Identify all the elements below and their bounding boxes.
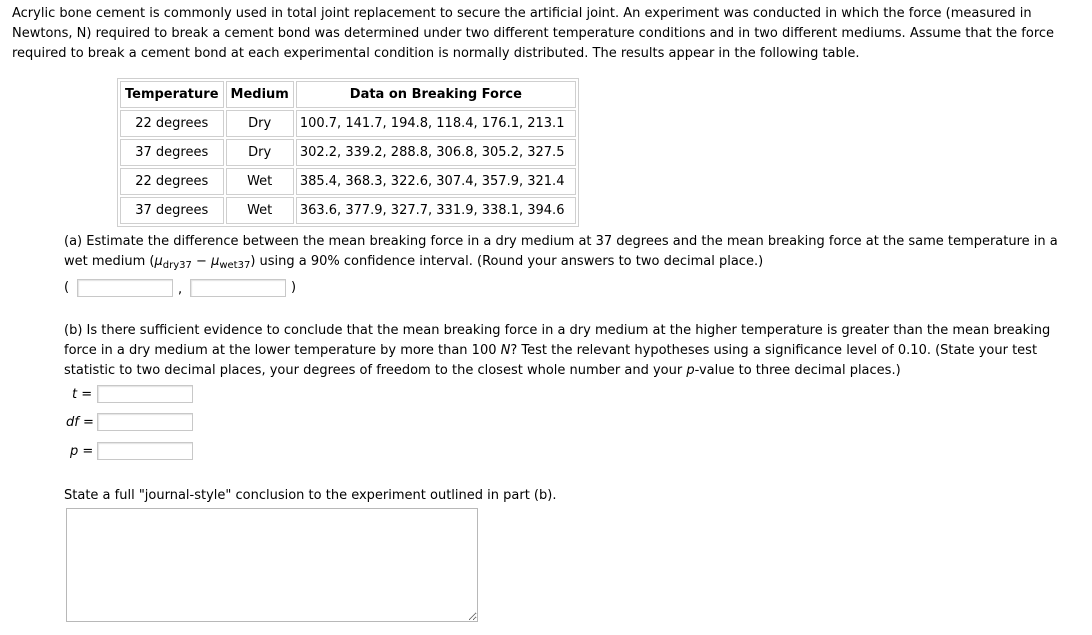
- ci-lower-input[interactable]: [77, 279, 173, 297]
- cell-data: 302.2, 339.2, 288.8, 306.8, 305.2, 327.5: [296, 139, 576, 166]
- ci-upper-input[interactable]: [190, 279, 286, 297]
- cell-data: 385.4, 368.3, 322.6, 307.4, 357.9, 321.4: [296, 168, 576, 195]
- conclusion-textarea[interactable]: [66, 508, 478, 622]
- t-eq: =: [77, 387, 93, 402]
- table-header-row: [120, 81, 576, 108]
- p-eq: =: [78, 444, 94, 459]
- mu-wet37-subscript: wet37: [219, 260, 251, 271]
- df-eq: =: [78, 415, 94, 430]
- part-c-prompt: State a full "journal-style" conclusion to the experiment outlined in part (b).: [64, 488, 557, 503]
- table-row: [120, 168, 576, 195]
- p-word: p: [686, 363, 695, 378]
- df-label-group: [66, 415, 94, 430]
- mu-symbol: μ: [154, 254, 163, 269]
- cell-medium: Dry: [226, 139, 294, 166]
- header-medium: Medium: [226, 81, 294, 108]
- p-label-group: [70, 444, 93, 459]
- unit-n: N: [500, 343, 511, 358]
- p-label: p: [70, 444, 79, 459]
- cell-temperature: 37 degrees: [120, 139, 224, 166]
- part-b-question: [64, 321, 1074, 381]
- cell-medium: Dry: [226, 110, 294, 137]
- cell-temperature: 22 degrees: [120, 110, 224, 137]
- cell-temperature: 22 degrees: [120, 168, 224, 195]
- table-row: [120, 139, 576, 166]
- cell-temperature: 37 degrees: [120, 197, 224, 224]
- part-b-text-1: (b) Is there sufficient evidence to conclude that the mean breaking force in a dry medium at the higher temperature is greater than the mean breaking force in a dry medium at the lower temperature by more than 100: [64, 323, 1051, 358]
- problem-intro: Acrylic bone cement is commonly used in total joint replacement to secure the artificial joint. An experiment was conducted in which the force (measured in Newtons, N) required to break a cement bond was determined under two different temperature conditions and in two different mediums. Assume that the force required to break a cement bond at each experimental condition is normally distributed. The results appear in the following table.: [12, 6, 1055, 61]
- part-a-text-after: ) using a 90% confidence interval. (Round your answers to two decimal place.): [250, 254, 764, 269]
- open-paren: (: [64, 280, 70, 295]
- df-input[interactable]: [97, 413, 193, 431]
- part-b-text-2: ? Test the relevant hypotheses using a significance level of 0.10. (State your test statistic to two decimal places, your degrees of freedom to the closest whole number and your: [64, 343, 1038, 378]
- df-label: df: [66, 415, 79, 430]
- cell-data: 100.7, 141.7, 194.8, 118.4, 176.1, 213.1: [296, 110, 576, 137]
- part-b-text-3: -value to three decimal places.): [694, 363, 901, 378]
- mu-symbol: μ: [211, 254, 220, 269]
- part-a-question: [64, 232, 1074, 273]
- cell-data: 363.6, 377.9, 327.7, 331.9, 338.1, 394.6: [296, 197, 576, 224]
- table-row: [120, 197, 576, 224]
- table-row: [120, 110, 576, 137]
- header-temperature: Temperature: [120, 81, 224, 108]
- t-label-group: [72, 387, 92, 402]
- p-value-input[interactable]: [97, 442, 193, 460]
- minus-sign: −: [191, 254, 212, 269]
- cell-medium: Wet: [226, 197, 294, 224]
- cell-medium: Wet: [226, 168, 294, 195]
- t-statistic-input[interactable]: [97, 385, 193, 403]
- t-label: t: [72, 387, 78, 402]
- mu-dry37-subscript: dry37: [162, 260, 192, 271]
- comma: ,: [178, 282, 183, 297]
- part-a-text-before: (a) Estimate the difference between the mean breaking force in a dry medium at 37 degrees and the mean breaking force at the same temperature in a wet medium (: [64, 234, 1058, 269]
- close-paren: ): [291, 280, 297, 295]
- header-data: Data on Breaking Force: [296, 81, 576, 108]
- breaking-force-table: [117, 78, 579, 227]
